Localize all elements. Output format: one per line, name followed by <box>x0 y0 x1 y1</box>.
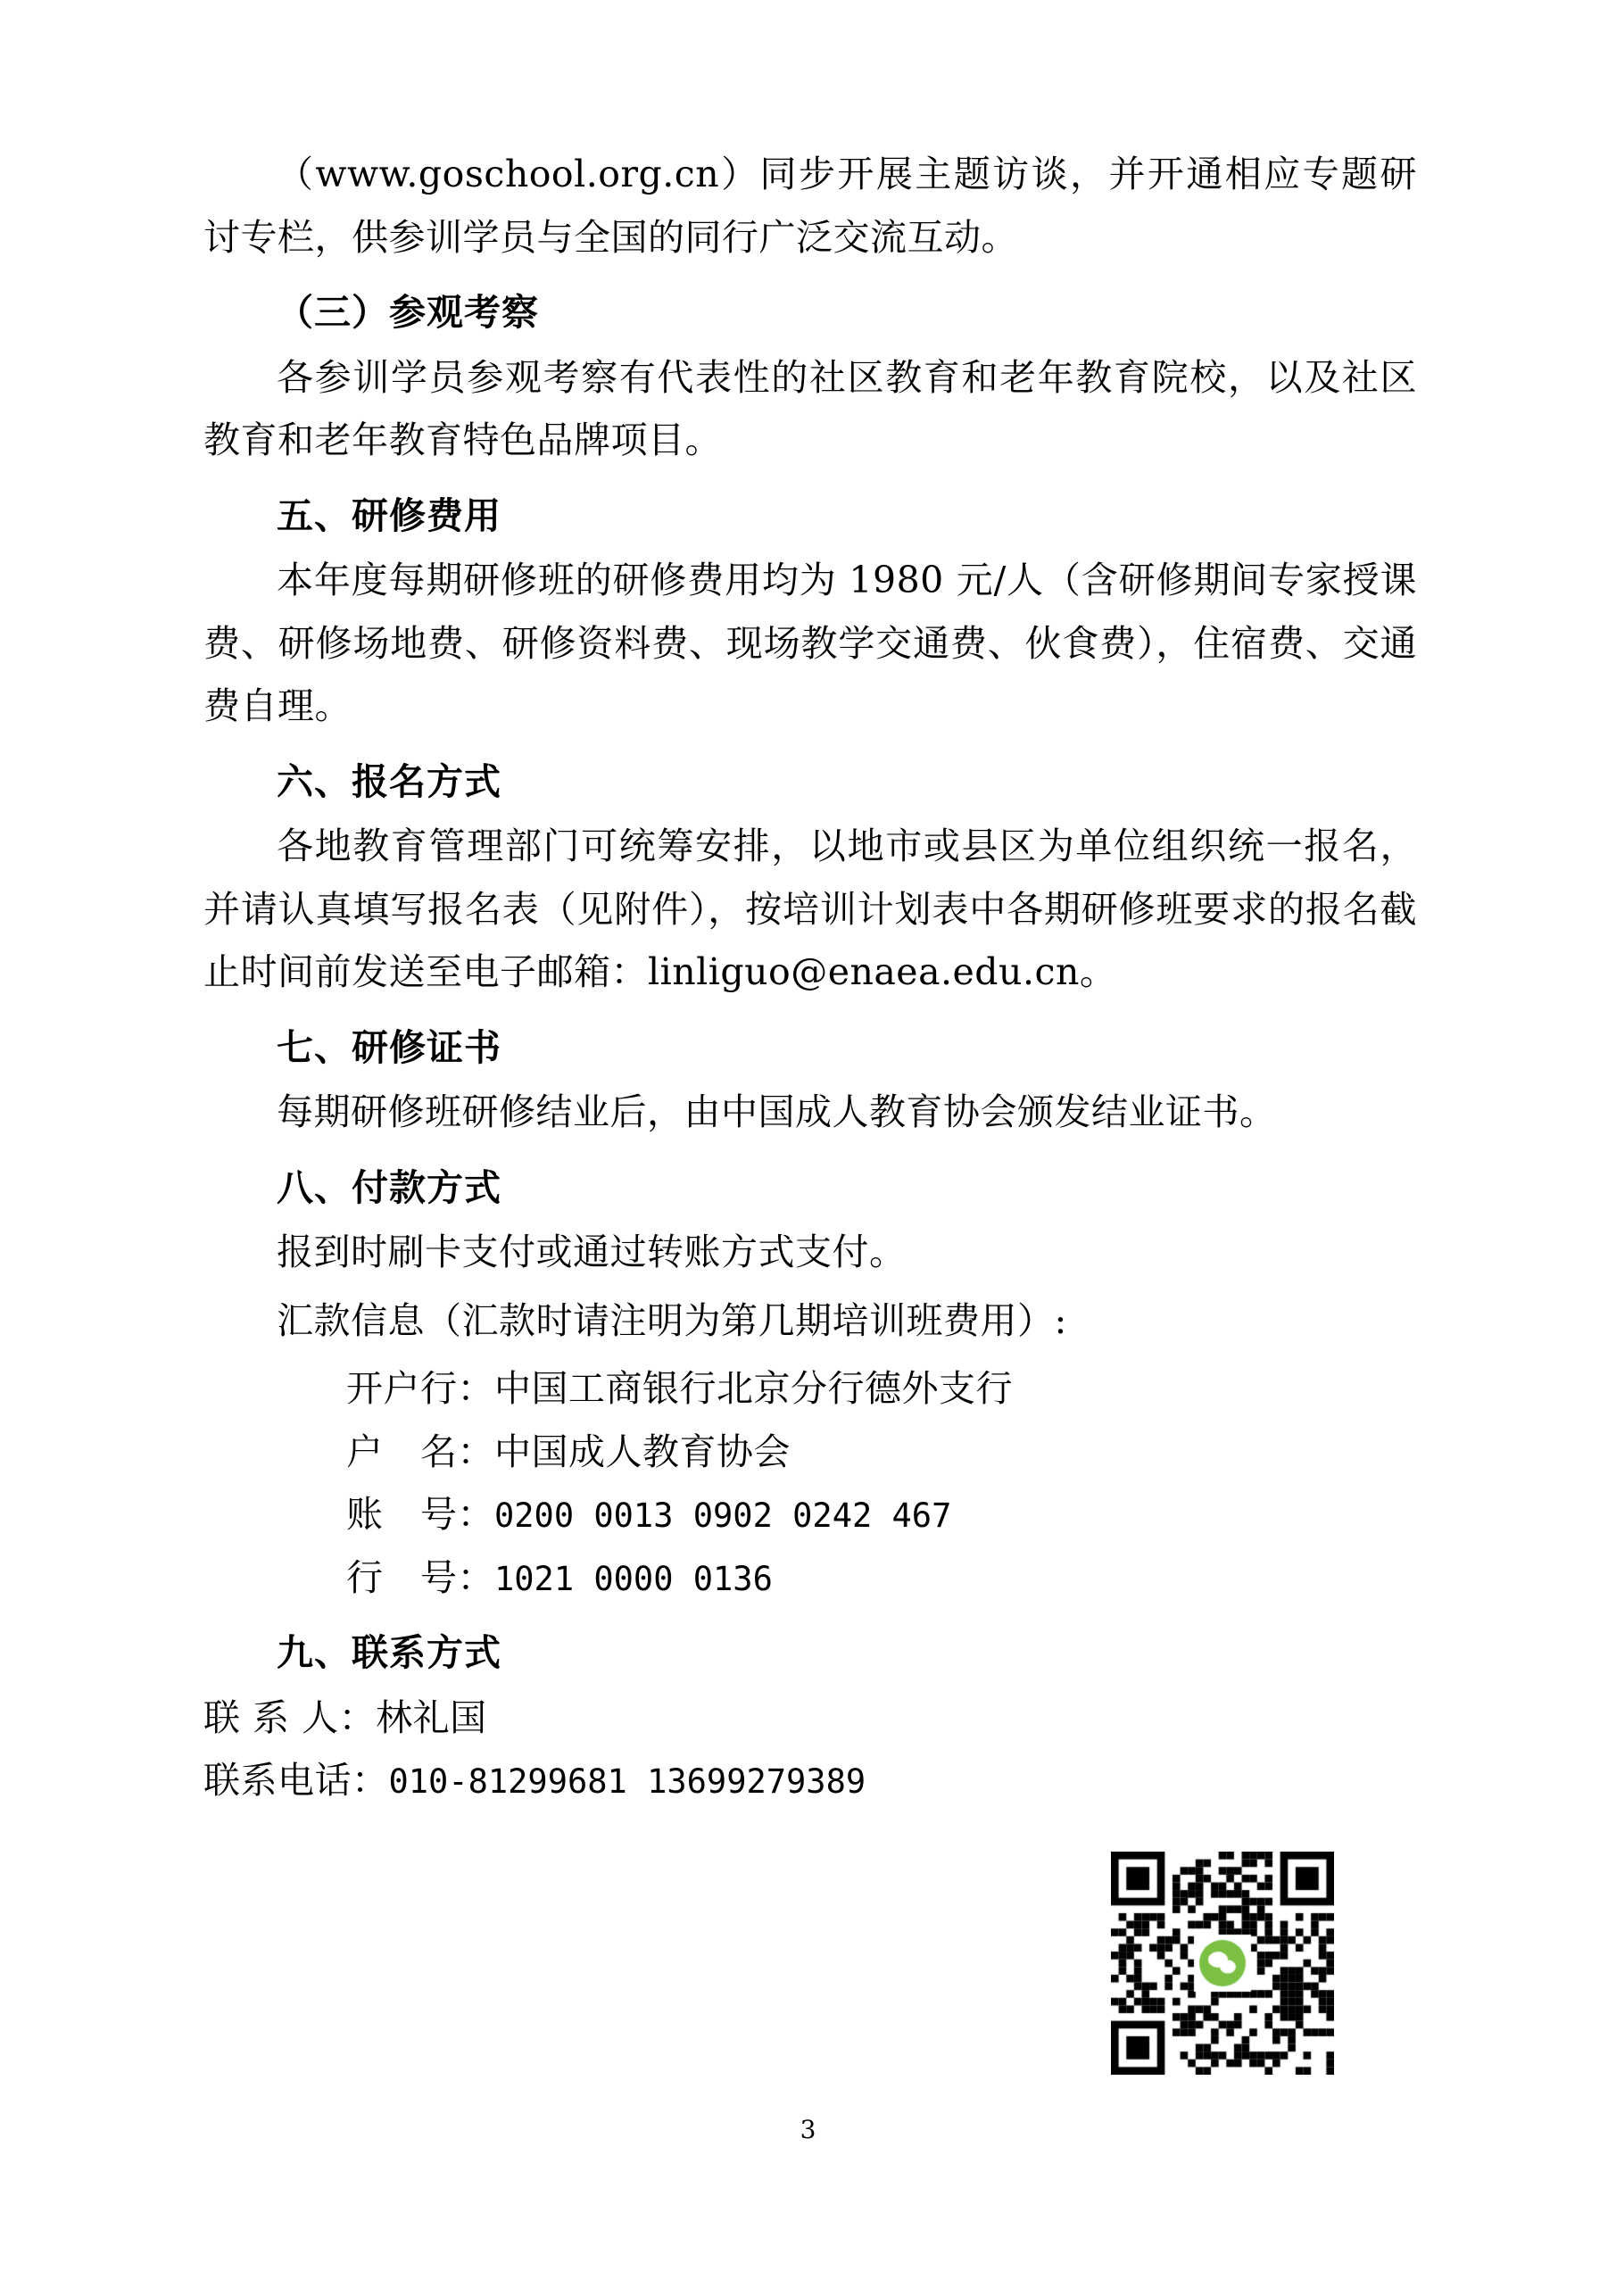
contact-label: 联 系 人： <box>203 1695 377 1739</box>
paragraph-intro: （www.goschool.org.cn）同步开展主题访谈，并开通相应专题研讨专栏，供参训学员与全国的同行广泛交流互动。 <box>203 153 1417 259</box>
qr-code-canvas <box>1111 1852 1334 2075</box>
document-body <box>203 143 1417 1812</box>
bank-line-bank-code <box>203 1546 1417 1610</box>
bank-line-account-name <box>203 1421 1417 1484</box>
paragraph-payment-method: 报到时刷卡支付或通过转账方式支付。 <box>277 1231 907 1274</box>
heading-section-six: 六、报名方式 <box>277 759 501 803</box>
contact-label: 联系电话： <box>203 1759 389 1803</box>
heading-section-seven: 七、研修证书 <box>277 1025 501 1069</box>
bank-value: 1021 0000 0136 <box>494 1559 773 1598</box>
bank-value: 0200 0013 0902 0242 467 <box>494 1496 952 1536</box>
contact-value: 010-81299681 13699279389 <box>388 1762 866 1802</box>
heading-section-eight: 八、付款方式 <box>277 1165 501 1209</box>
paragraph-section-six: 各地教育管理部门可统筹安排，以地市或县区为单位组织统一报名，并请认真填写报名表（见附件），按培训计划表中各期研修班要求的报名截止时间前发送至电子邮箱：linliguo@enaea.edu.cn。 <box>203 825 1417 994</box>
page-number: 3 <box>800 2115 816 2144</box>
paragraph-section-seven: 每期研修班研修结业后，由中国成人教育协会颁发结业证书。 <box>277 1090 1277 1134</box>
paragraph-remittance-note: 汇款信息（汇款时请注明为第几期培训班费用）: <box>277 1298 1067 1342</box>
contact-line-person <box>203 1687 1417 1750</box>
bank-line-account-number <box>203 1483 1417 1546</box>
contact-value: 林礼国 <box>376 1695 487 1739</box>
paragraph-section-five: 本年度每期研修班的研修费用均为 1980 元/人（含研修期间专家授课费、研修场地费、研修资料费、现场教学交通费、伙食费），住宿费、交通费自理。 <box>203 559 1417 728</box>
wechat-qr-code <box>1111 1852 1334 2075</box>
contact-line-phone <box>203 1749 1417 1812</box>
bank-label: 账 号： <box>346 1493 494 1537</box>
bank-label: 行 号： <box>346 1555 494 1599</box>
bank-line-account-bank <box>203 1357 1417 1421</box>
bank-value: 中国工商银行北京分行德外支行 <box>494 1367 1013 1411</box>
bank-value: 中国成人教育协会 <box>494 1430 791 1473</box>
paragraph-section-three: 各参训学员参观考察有代表性的社区教育和老年教育院校，以及社区教育和老年教育特色品牌项目。 <box>203 355 1417 462</box>
heading-section-three: （三）参观考察 <box>277 291 539 335</box>
bank-label: 户 名： <box>346 1430 494 1473</box>
bank-label: 开户行： <box>346 1367 494 1411</box>
heading-section-nine: 九、联系方式 <box>277 1631 501 1675</box>
heading-section-five: 五、研修费用 <box>277 493 501 537</box>
